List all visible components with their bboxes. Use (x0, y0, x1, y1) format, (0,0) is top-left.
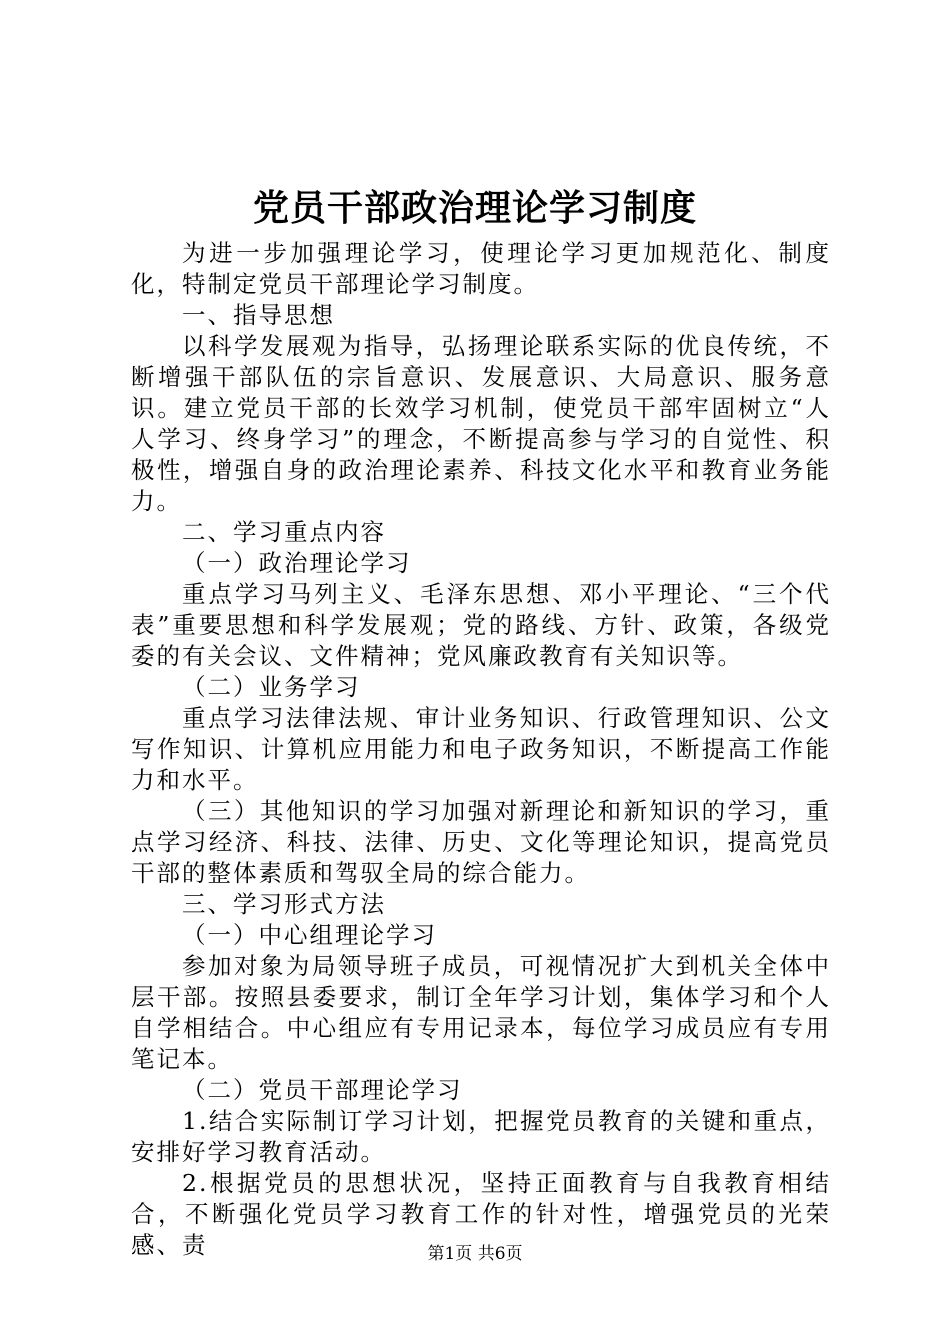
page-footer: 第1页 共6页 (427, 1244, 523, 1264)
body-paragraph: 参加对象为局领导班子成员，可视情况扩大到机关全体中层干部。按照县委要求，制订全年学习计划，集体学习和个人自学相结合。中心组应有专用记录本，每位学习成员应有专用笔记本。 (131, 952, 831, 1073)
list-item: 1.结合实际制订学习计划，把握党员教育的关键和重点，安排好学习教育活动。 (131, 1107, 831, 1166)
subsection-heading: （一）中心组理论学习 (182, 921, 437, 949)
body-paragraph: 以科学发展观为指导，弘扬理论联系实际的优良传统，不断增强干部队伍的宗旨意识、发展意识、大局意识、服务意识。建立党员干部的长效学习机制，使党员干部牢固树立“人人学习、终身学习”的理念，不断提高参与学习的自觉性、积极性，增强自身的政治理论素养、科技文化水平和教育业务能力。 (131, 332, 831, 515)
intro-paragraph: 为进一步加强理论学习，使理论学习更加规范化、制度化，特制定党员干部理论学习制度。 (131, 239, 831, 298)
section-heading-3: 三、学习形式方法 (182, 890, 386, 918)
section-heading-1: 一、指导思想 (182, 301, 335, 329)
body-paragraph: 重点学习法律法规、审计业务知识、行政管理知识、公文写作知识、计算机应用能力和电子政务知识，不断提高工作能力和水平。 (131, 704, 831, 794)
list-item: 2.根据党员的思想状况，坚持正面教育与自我教育相结合，不断强化党员学习教育工作的针对性，增强党员的光荣感、责 (131, 1169, 831, 1259)
subsection-heading: （二）业务学习 (182, 673, 361, 701)
subsection-heading: （二）党员干部理论学习 (182, 1076, 463, 1104)
subsection-heading: （一）政治理论学习 (182, 549, 412, 577)
section-heading-2: 二、学习重点内容 (182, 518, 386, 546)
document-title: 党员干部政治理论学习制度 (252, 187, 697, 229)
document-body (131, 238, 831, 1261)
body-paragraph: （三）其他知识的学习加强对新理论和新知识的学习，重点学习经济、科技、法律、历史、文化等理论知识，提高党员干部的整体素质和驾驭全局的综合能力。 (131, 797, 831, 887)
body-paragraph: 重点学习马列主义、毛泽东思想、邓小平理论、“三个代表”重要思想和科学发展观；党的路线、方针、政策，各级党委的有关会议、文件精神；党风廉政教育有关知识等。 (131, 580, 831, 670)
